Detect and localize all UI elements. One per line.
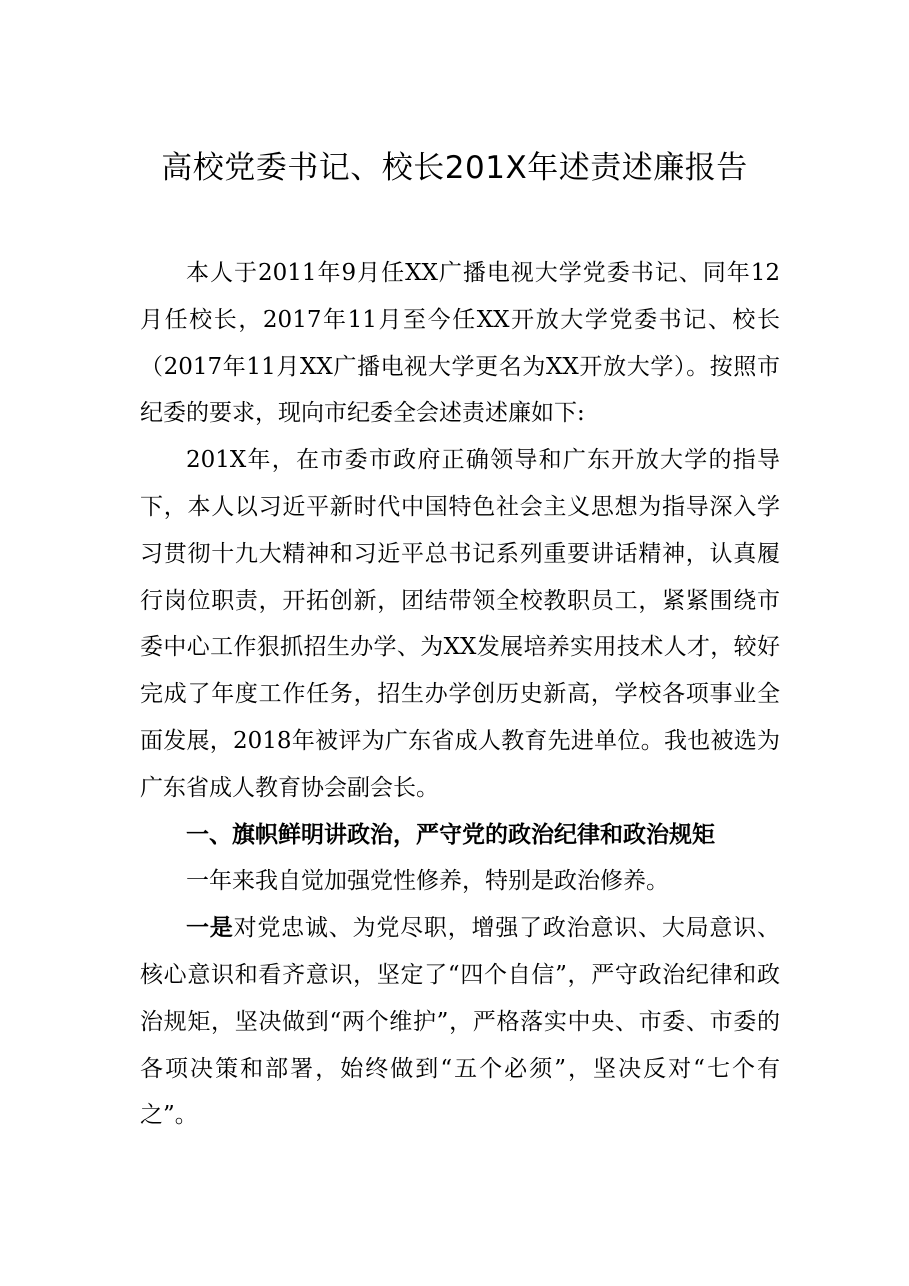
point-lead: 一是 (186, 914, 234, 942)
paragraph-point-1 (140, 905, 780, 1139)
paragraph-summary: 201X年，在市委市政府正确领导和广东开放大学的指导下，本人以习近平新时代中国特色社会主义思想为指导深入学习贯彻十九大精神和习近平总书记系列重要讲话精神，认真履行岗位职责，开拓创新，团结带领全校教职员工，紧紧围绕市委中心工作狠抓招生办学、为XX发展培养实用技术人才，较好完成了年度工作任务，招生办学创历史新高，学校各项事业全面发展，2018年被评为广东省成人教育先进单位。我也被选为广东省成人教育协会副会长。 (140, 447, 780, 801)
section-heading-1: 一、旗帜鲜明讲政治，严守党的政治纪律和政治规矩 (186, 820, 715, 848)
point-text: 对党忠诚、为党尽职，增强了政治意识、大局意识、核心意识和看齐意识，坚定了“四个自信”，严守政治纪律和政治规矩，坚决做到“两个维护”，严格落实中央、市委、市委的各项决策和部署，始终做到“五个必须”，坚决反对“七个有之”。 (140, 915, 781, 1129)
document-body (140, 250, 780, 1139)
paragraph-intro: 本人于2011年9月任XX广播电视大学党委书记、同年12月任校长，2017年11月至今任XX开放大学党委书记、校长（2017年11月XX广播电视大学更名为XX开放大学）。按照市纪委的要求，现向市纪委全会述责述廉如下: (140, 260, 780, 427)
document-title: 高校党委书记、校长201X年述责述廉报告 (161, 150, 748, 186)
paragraph-section-intro: 一年来我自觉加强党性修养，特别是政治修养。 (186, 868, 669, 895)
